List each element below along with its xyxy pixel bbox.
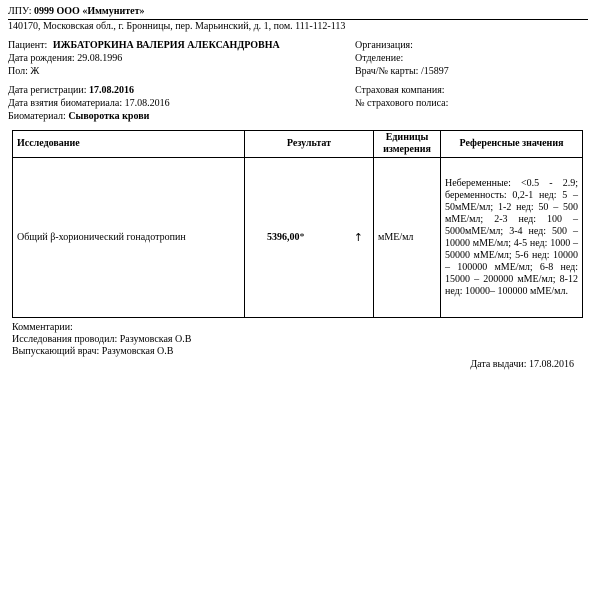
results-table — [12, 130, 583, 318]
patient-sex: Пол: Ж — [8, 66, 40, 77]
result-flag: * — [299, 231, 305, 243]
issue-date: Дата выдачи: 17.08.2016 — [470, 359, 574, 370]
sample-date: Дата взятия биоматериала: 17.08.2016 — [8, 98, 170, 109]
result-cell — [245, 158, 374, 318]
header-result: Результат — [245, 131, 374, 158]
lpu-value: 0999 ООО «Иммунитет» — [33, 6, 145, 17]
test-name: Общий β-хорионический гонадотропин — [13, 158, 245, 318]
patient-name-line — [8, 40, 280, 52]
result-value: 5396,00 — [267, 231, 300, 243]
lpu-line — [8, 6, 145, 18]
patient-dob: Дата рождения: 29.08.1996 — [8, 53, 123, 64]
results-header-row — [13, 131, 583, 158]
biomaterial-line — [8, 111, 149, 123]
result-units: мМЕ/мл — [374, 158, 441, 318]
insurance-policy: № страхового полиса: — [355, 98, 449, 109]
registration-date: 17.08.2016 — [89, 85, 135, 96]
organization: Организация: — [355, 40, 413, 51]
biomaterial-label: Биоматериал: — [8, 111, 66, 122]
doctor-card: Врач/№ карты: /15897 — [355, 66, 449, 77]
department: Отделение: — [355, 53, 404, 64]
table-row — [13, 158, 583, 318]
patient-name: ИЖБАТОРКИНА ВАЛЕРИЯ АЛЕКСАНДРОВНА — [52, 40, 280, 51]
header-test: Исследование — [13, 131, 245, 158]
reference-values: Небеременные: <0.5 - 2.9; беременность: 0,2-1 нед: 5 – 50мМЕ/мл; 1-2 нед: 50 – 500 мМЕ/мл; 2-3 нед: 100 – 5000мМЕ/мл; 3-4 нед: 500 – 10000 мМЕ/мл; 4-5 нед: 1000 – 50000 мМЕ/мл; 5-6 нед: 10000 – 100000 мМЕ/мл; 6-8 нед: 15000 – 200000 мМЕ/мл; 8-12 нед: 10000– 100000 мМЕ/мл. — [441, 158, 583, 318]
header-reference: Референсные значения — [441, 131, 583, 158]
performed-by: Исследования проводил: Разумовская О.В — [12, 334, 192, 345]
lab-report-page — [8, 0, 588, 600]
comments-label: Комментарии: — [12, 322, 73, 333]
registration-date-line — [8, 85, 134, 97]
lpu-label: ЛПУ: — [8, 6, 32, 17]
result-value-group — [267, 232, 305, 244]
registration-date-label: Дата регистрации: — [8, 85, 87, 96]
lab-address: 140170, Московская обл., г. Бронницы, пер. Марьинский, д. 1, пом. 111-112-113 — [8, 21, 346, 32]
biomaterial-value: Сыворотка крови — [68, 111, 150, 122]
arrow-up-icon: ↑ — [353, 230, 363, 244]
header-divider — [8, 19, 588, 20]
insurance-company: Страховая компания: — [355, 85, 445, 96]
issuing-doctor: Выпускающий врач: Разумовская О.В — [12, 346, 174, 357]
header-units: Единицы измерения — [374, 131, 441, 158]
patient-name-label: Пациент: — [8, 40, 48, 51]
